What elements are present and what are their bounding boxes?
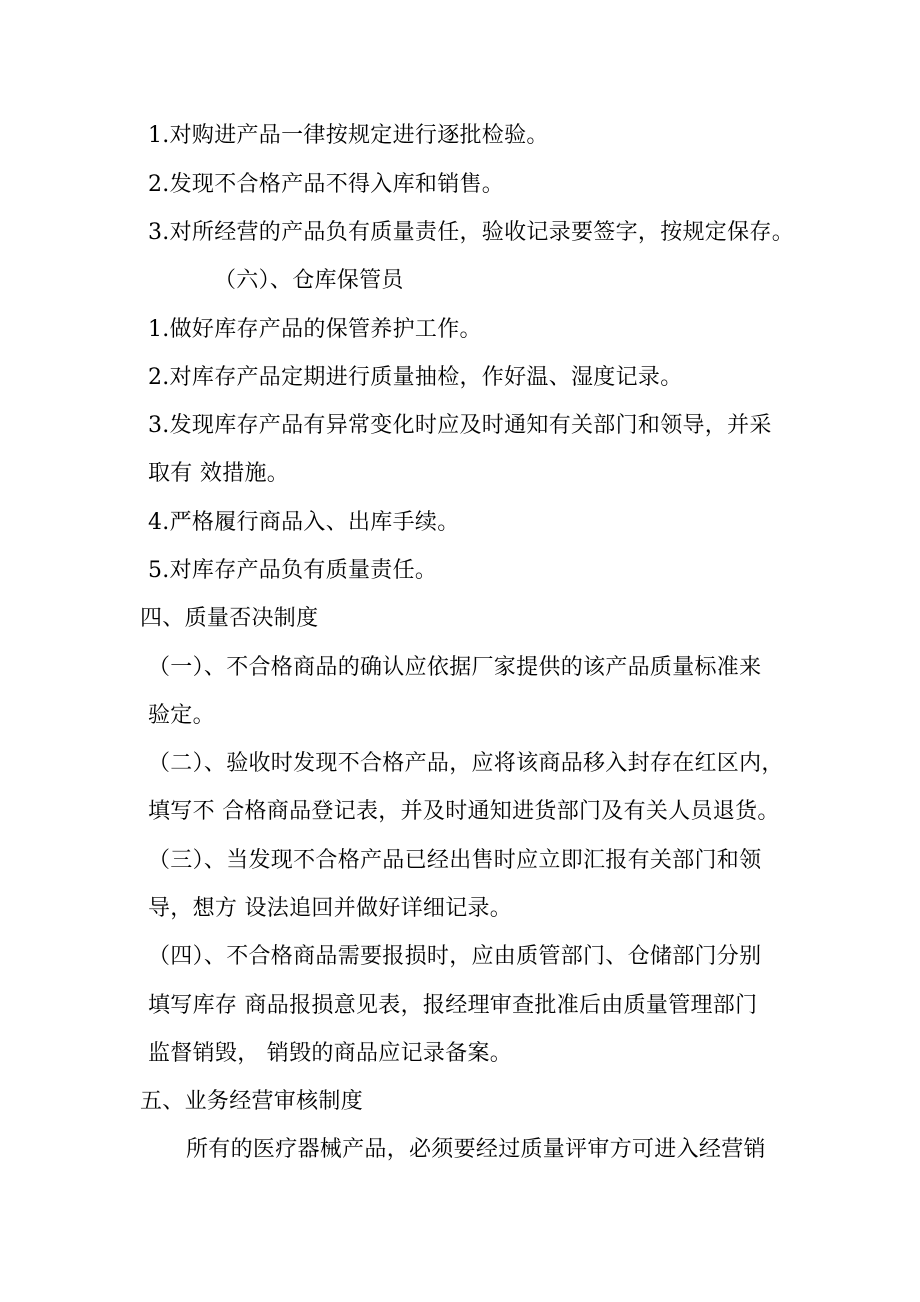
text-line: （三）、当发现不合格产品已经出售时应立即汇报有关部门和领 xyxy=(148,848,762,873)
text-line: 验定。 xyxy=(148,703,215,728)
section-heading: 五、业务经营审核制度 xyxy=(140,1089,364,1114)
section-heading: （六）、仓库保管员 xyxy=(214,268,404,293)
text-line: （一）、不合格商品的确认应依据厂家提供的该产品质量标准来 xyxy=(148,655,762,680)
text-line: 填写不 合格商品登记表，并及时通知进货部门及有关人员退货。 xyxy=(148,799,780,824)
text-line: 4.严格履行商品入、出库手续。 xyxy=(148,510,460,535)
text-line: 取有 效措施。 xyxy=(148,461,290,486)
section-heading: 四、质量否决制度 xyxy=(140,606,319,631)
text-line: 3.发现库存产品有异常变化时应及时通知有关部门和领导，并采 xyxy=(148,413,772,438)
text-line: （二）、验收时发现不合格产品，应将该商品移入封存在红区内， xyxy=(148,751,784,776)
text-line: 监督销毁， 销毁的商品应记录备案。 xyxy=(148,1041,513,1066)
text-line: 1.做好库存产品的保管养护工作。 xyxy=(148,317,482,342)
text-line: 2.对库存产品定期进行质量抽检，作好温、湿度记录。 xyxy=(148,365,683,390)
text-line: 2.发现不合格产品不得入库和销售。 xyxy=(148,172,505,197)
text-line: 3.对所经营的产品负有质量责任，验收记录要签字，按规定保存。 xyxy=(148,220,794,245)
text-line: （四）、不合格商品需要报损时，应由质管部门、仓储部门分别 xyxy=(148,944,762,969)
text-line: 1.对购进产品一律按规定进行逐批检验。 xyxy=(148,123,549,148)
text-line: 5.对库存产品负有质量责任。 xyxy=(148,558,438,583)
text-line: 填写库存 商品报损意见表，报经理审查批准后由质量管理部门 xyxy=(148,993,758,1018)
text-line: 所有的医疗器械产品，必须要经过质量评审方可进入经营销 xyxy=(186,1137,766,1162)
text-line: 导，想方 设法追回并做好详细记录。 xyxy=(148,896,513,921)
